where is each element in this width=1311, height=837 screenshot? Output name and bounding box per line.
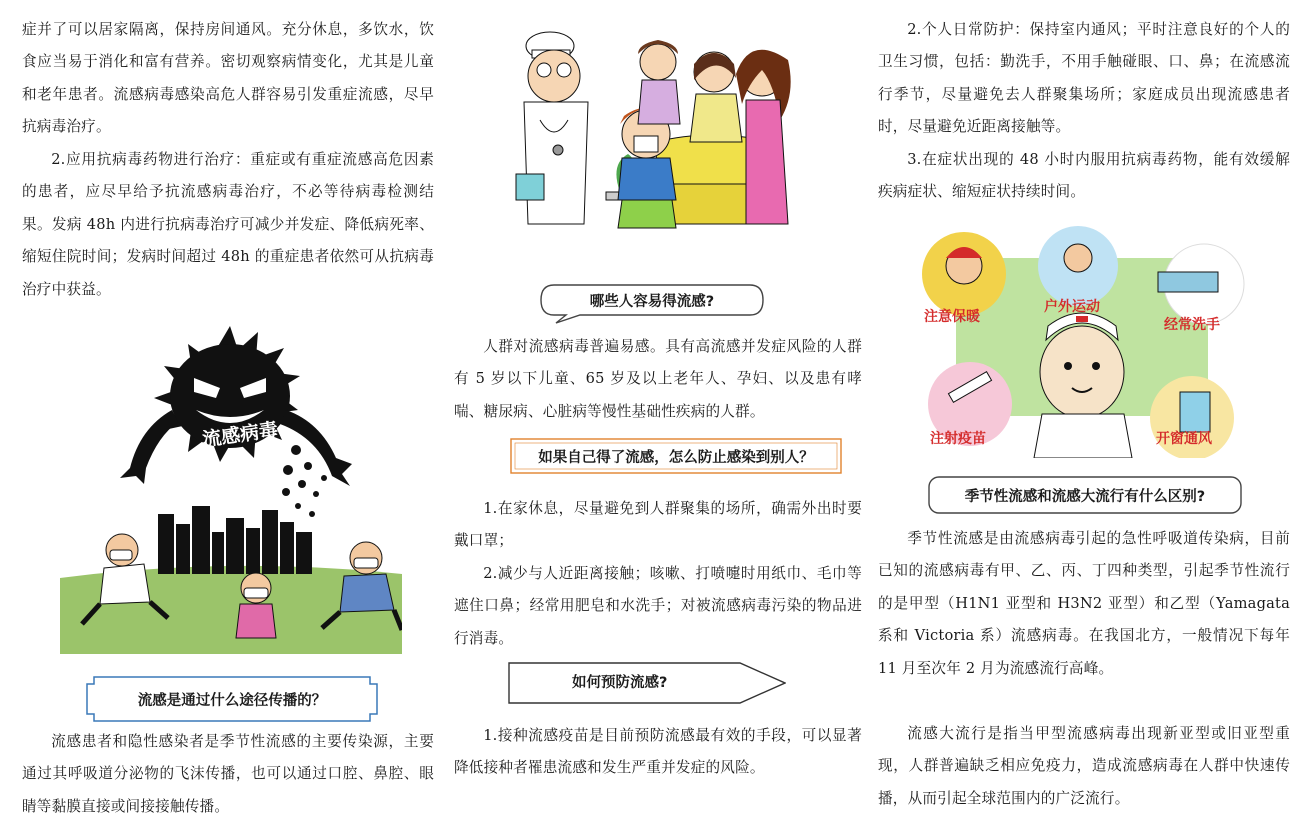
c3-heading: 季节性流感和流感大流行有什么区别?: [964, 488, 1206, 505]
c1-heading-box: [86, 676, 378, 722]
c2-heading-2: 如果自己得了流感，怎么防止感染到别人？: [538, 449, 814, 466]
c3-paragraph-1: 2.个人日常防护：保持室内通风；平时注意良好的个人的卫生习惯，包括：勤洗手，不用手触碰眼、口、鼻；在流感流行季节，尽量避免去人群聚集场所；家庭成员出现流感患者时，尽量避免近距离接触等。: [878, 21, 1290, 136]
c3-paragraph-2: 3.在症状出现的 48 小时内服用抗病毒药物，能有效缓解疾病症状、缩短症状持续时间。: [878, 151, 1290, 201]
c1-paragraph-2: 2.应用抗病毒药物进行治疗：重症或有重症流感高危因素的患者，应尽早给予抗流感病毒治疗，不必等待病毒检测结果。发病 48h 内进行抗病毒治疗可减少并发症、降低病死率、缩短住院时间；发病时间超过 48h 的重症患者依然可从抗病毒治疗中获益。: [22, 151, 434, 298]
prevention-tips-illustration: [918, 222, 1246, 458]
c1-paragraph-3: 流感患者和隐性感染者是季节性流感的主要传染源，主要通过其呼吸道分泌物的飞沫传播，也可以通过口腔、鼻腔、眼睛等黏膜直接或间接接触传播。: [22, 733, 434, 815]
c2-paragraph-4: 1.接种流感疫苗是目前预防流感最有效的手段，可以显著降低接种者罹患流感和发生严重并发症的风险。: [454, 727, 862, 777]
c2-paragraph-3: 2.减少与人近距离接触；咳嗽、打喷嚏时用纸巾、毛巾等遮住口鼻；经常用肥皂和水洗手；对被流感病毒污染的物品进行消毒。: [454, 565, 862, 647]
c3-paragraph-4: 流感大流行是指当甲型流感病毒出现新亚型或旧亚型重现，人群普遍缺乏相应免疫力，造成流感病毒在人群中快速传播，从而引起全球范围内的广泛流行。: [878, 725, 1290, 807]
c2-heading-1-box: [540, 284, 764, 322]
virus-illustration: [60, 318, 402, 654]
doctor-patients-illustration: [510, 24, 806, 238]
tip-ventilate: 开窗通风: [1156, 431, 1212, 447]
tip-vaccine: 注射疫苗: [930, 431, 986, 447]
tip-wash-hands: 经常洗手: [1164, 317, 1220, 333]
c2-heading-3: 如何预防流感?: [572, 674, 668, 691]
c2-paragraph-1: 人群对流感病毒普遍易感。具有高流感并发症风险的人群有 5 岁以下儿童、65 岁及以上老年人、孕妇、以及患有哮喘、糖尿病、心脏病等慢性基础性疾病的人群。: [454, 338, 862, 420]
virus-label: 流感病毒: [201, 418, 280, 452]
c1-paragraph-1: 症并了可以居家隔离，保持房间通风。充分休息，多饮水，饮食应当易于消化和富有营养。密切观察病情变化，尤其是儿童和老年患者。流感病毒感染高危人群容易引发重症流感，尽早抗病毒治疗。: [22, 21, 434, 136]
c3-paragraph-3: 季节性流感是由流感病毒引起的急性呼吸道传染病，目前已知的流感病毒有甲、乙、丙、丁四种类型，引起季节性流行的是甲型（H1N1 亚型和 H3N2 亚型）和乙型（Yamagata 系和 Victoria 系）流感病毒。在我国北方，一般情况下每年 11 月至次年 2 月为流感流行高峰。: [878, 530, 1290, 677]
c2-paragraph-2: 1.在家休息，尽量避免到人群聚集的场所，确需外出时要戴口罩；: [454, 500, 862, 550]
tip-exercise: 户外运动: [1044, 299, 1100, 315]
c3-heading-box: [928, 476, 1242, 514]
tip-keep-warm: 注意保暖: [924, 309, 980, 325]
c2-heading-1: 哪些人容易得流感?: [589, 293, 715, 310]
c2-heading-3-box: [508, 662, 786, 704]
c1-heading: 流感是通过什么途径传播的？: [137, 692, 327, 709]
c2-heading-2-box: [510, 438, 842, 474]
